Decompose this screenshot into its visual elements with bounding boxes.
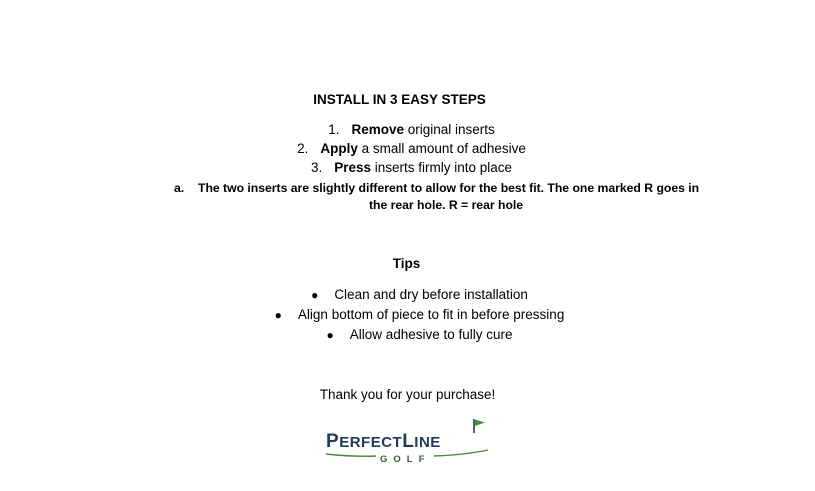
step-item-3 xyxy=(4,160,815,175)
tip-text: Allow adhesive to fully cure xyxy=(349,327,513,342)
step-number: 3. xyxy=(310,160,323,175)
step-item-1 xyxy=(4,122,815,137)
step-text: original inserts xyxy=(404,122,495,137)
step-number: 1. xyxy=(328,122,340,137)
step-action: Remove xyxy=(351,122,404,137)
note-marker: a. xyxy=(174,181,185,195)
logo-subtitle: GOLF xyxy=(380,454,431,465)
step-action: Press xyxy=(334,160,371,175)
perfectline-golf-logo xyxy=(324,418,490,466)
bullet-icon: ● xyxy=(311,288,319,302)
tips-title: Tips xyxy=(392,256,421,271)
tip-item-3 xyxy=(12,327,815,342)
tip-item-2 xyxy=(12,307,815,322)
step-item-2 xyxy=(4,141,815,156)
thank-you-message: Thank you for your purchase! xyxy=(319,387,496,402)
step-text: inserts firmly into place xyxy=(371,160,513,175)
step-text: a small amount of adhesive xyxy=(357,141,526,156)
bullet-icon: ● xyxy=(326,328,334,342)
tip-text: Clean and dry before installation xyxy=(334,287,528,302)
page-heading: INSTALL IN 3 EASY STEPS xyxy=(313,92,486,107)
golf-flag-icon xyxy=(472,418,488,434)
logo-wordmark: PERFECTLINE xyxy=(326,431,441,452)
step-number: 2. xyxy=(297,141,309,156)
note-line-1: The two inserts are slightly different to allow for the best fit. The one marked R goes in xyxy=(198,181,700,195)
tip-item-1 xyxy=(12,287,815,302)
bullet-icon: ● xyxy=(274,308,282,322)
step-action: Apply xyxy=(320,141,358,156)
tip-text: Align bottom of piece to fit in before pressing xyxy=(297,307,565,322)
note-line-2: the rear hole. R = rear hole xyxy=(368,198,524,212)
